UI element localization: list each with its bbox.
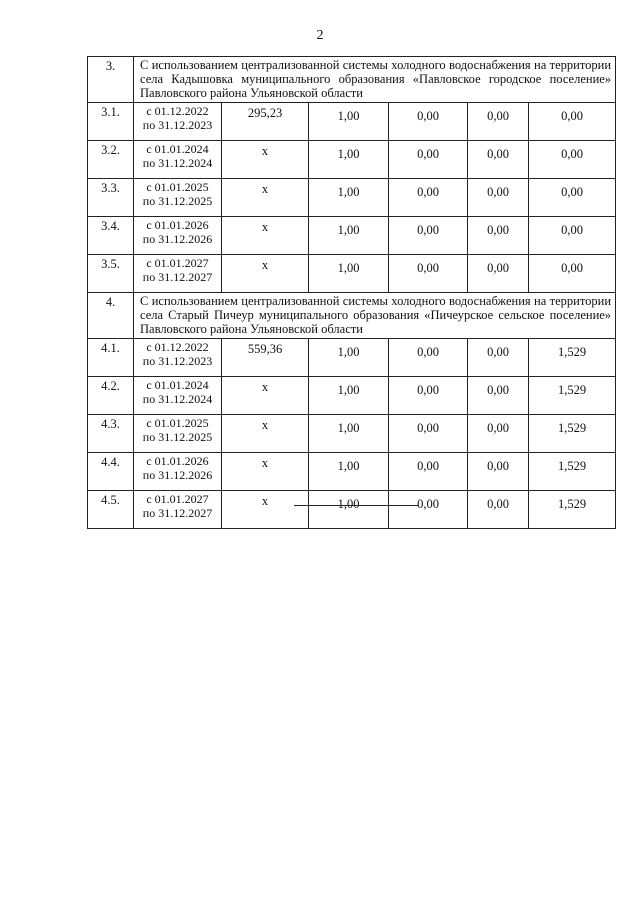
value-cell-2: 1,00 bbox=[309, 255, 389, 293]
table-row bbox=[88, 491, 616, 529]
table-row bbox=[88, 377, 616, 415]
value-cell-5: 1,529 bbox=[529, 453, 616, 491]
period-cell bbox=[134, 179, 222, 217]
value-cell-5: 1,529 bbox=[529, 339, 616, 377]
value-cell-3: 0,00 bbox=[389, 255, 468, 293]
value-cell-1: х bbox=[222, 179, 309, 217]
page-number: 2 bbox=[316, 28, 324, 43]
value-cell-1: х bbox=[222, 255, 309, 293]
value-cell-5: 0,00 bbox=[529, 141, 616, 179]
row-number: 4.1. bbox=[88, 339, 134, 377]
period-cell bbox=[134, 217, 222, 255]
value-cell-3: 0,00 bbox=[389, 217, 468, 255]
period-cell bbox=[134, 491, 222, 529]
section-heading-row bbox=[88, 293, 616, 339]
value-cell-1: х bbox=[222, 377, 309, 415]
period-to: по 31.12.2023 bbox=[142, 118, 213, 132]
row-number: 3.3. bbox=[88, 179, 134, 217]
tariff-table bbox=[87, 56, 616, 529]
value-cell-3: 0,00 bbox=[389, 491, 468, 529]
value-cell-4: 0,00 bbox=[468, 217, 529, 255]
section-number: 4. bbox=[88, 293, 134, 339]
value-cell-3: 0,00 bbox=[389, 103, 468, 141]
period-from: с 01.01.2024 bbox=[146, 378, 209, 392]
value-cell-4: 0,00 bbox=[468, 377, 529, 415]
value-cell-4: 0,00 bbox=[468, 103, 529, 141]
row-number: 3.5. bbox=[88, 255, 134, 293]
value-cell-1: х bbox=[222, 453, 309, 491]
table-row bbox=[88, 217, 616, 255]
value-cell-5: 1,529 bbox=[529, 491, 616, 529]
period-from: с 01.12.2022 bbox=[146, 104, 209, 118]
value-cell-2: 1,00 bbox=[309, 339, 389, 377]
period-cell bbox=[134, 377, 222, 415]
row-number: 4.2. bbox=[88, 377, 134, 415]
period-cell bbox=[134, 453, 222, 491]
period-to: по 31.12.2026 bbox=[142, 468, 213, 482]
period-from: с 01.01.2027 bbox=[146, 256, 209, 270]
value-cell-1: х bbox=[222, 491, 309, 529]
value-cell-4: 0,00 bbox=[468, 179, 529, 217]
value-cell-3: 0,00 bbox=[389, 453, 468, 491]
value-cell-5: 0,00 bbox=[529, 103, 616, 141]
section-heading: С использованием централизованной системы холодного водоснабжения на территории села Кадышовка муниципального образования «Павловское городское поселение» Павловского района Ульяновской области bbox=[134, 57, 616, 103]
value-cell-2: 1,00 bbox=[309, 141, 389, 179]
value-cell-5: 0,00 bbox=[529, 217, 616, 255]
value-cell-3: 0,00 bbox=[389, 377, 468, 415]
value-cell-4: 0,00 bbox=[468, 453, 529, 491]
value-cell-5: 1,529 bbox=[529, 377, 616, 415]
table-row bbox=[88, 339, 616, 377]
value-cell-1: х bbox=[222, 217, 309, 255]
value-cell-4: 0,00 bbox=[468, 339, 529, 377]
period-to: по 31.12.2024 bbox=[142, 392, 213, 406]
value-cell-2: 1,00 bbox=[309, 179, 389, 217]
period-to: по 31.12.2027 bbox=[142, 506, 213, 520]
value-cell-4: 0,00 bbox=[468, 415, 529, 453]
period-from: с 01.01.2027 bbox=[146, 492, 209, 506]
value-cell-4: 0,00 bbox=[468, 141, 529, 179]
period-to: по 31.12.2027 bbox=[142, 270, 213, 284]
table-row bbox=[88, 453, 616, 491]
value-cell-5: 0,00 bbox=[529, 179, 616, 217]
value-cell-5: 0,00 bbox=[529, 255, 616, 293]
period-cell bbox=[134, 415, 222, 453]
value-cell-1: х bbox=[222, 415, 309, 453]
period-to: по 31.12.2025 bbox=[142, 194, 213, 208]
value-cell-2: 1,00 bbox=[309, 491, 389, 529]
table-row bbox=[88, 415, 616, 453]
value-cell-3: 0,00 bbox=[389, 415, 468, 453]
row-number: 3.2. bbox=[88, 141, 134, 179]
value-cell-3: 0,00 bbox=[389, 339, 468, 377]
value-cell-1: х bbox=[222, 141, 309, 179]
value-cell-2: 1,00 bbox=[309, 453, 389, 491]
value-cell-2: 1,00 bbox=[309, 377, 389, 415]
period-from: с 01.01.2025 bbox=[146, 180, 209, 194]
row-number: 4.5. bbox=[88, 491, 134, 529]
period-to: по 31.12.2023 bbox=[142, 354, 213, 368]
section-number: 3. bbox=[88, 57, 134, 103]
row-number: 4.4. bbox=[88, 453, 134, 491]
period-cell bbox=[134, 255, 222, 293]
period-from: с 01.01.2025 bbox=[146, 416, 209, 430]
value-cell-3: 0,00 bbox=[389, 141, 468, 179]
row-number: 4.3. bbox=[88, 415, 134, 453]
value-cell-1: 295,23 bbox=[222, 103, 309, 141]
table-row bbox=[88, 255, 616, 293]
value-cell-4: 0,00 bbox=[468, 491, 529, 529]
period-cell bbox=[134, 103, 222, 141]
table-row bbox=[88, 103, 616, 141]
period-from: с 01.01.2026 bbox=[146, 454, 209, 468]
value-cell-3: 0,00 bbox=[389, 179, 468, 217]
table-row bbox=[88, 179, 616, 217]
end-rule bbox=[294, 505, 418, 506]
period-from: с 01.01.2024 bbox=[146, 142, 209, 156]
value-cell-2: 1,00 bbox=[309, 103, 389, 141]
section-heading: С использованием централизованной системы холодного водоснабжения на территории села Старый Пичеур муниципального образования «Пичеурское сельское поселение» Павловского района Ульяновской области bbox=[134, 293, 616, 339]
value-cell-2: 1,00 bbox=[309, 217, 389, 255]
section-heading-row bbox=[88, 57, 616, 103]
period-cell bbox=[134, 339, 222, 377]
value-cell-2: 1,00 bbox=[309, 415, 389, 453]
row-number: 3.4. bbox=[88, 217, 134, 255]
value-cell-5: 1,529 bbox=[529, 415, 616, 453]
period-to: по 31.12.2024 bbox=[142, 156, 213, 170]
value-cell-1: 559,36 bbox=[222, 339, 309, 377]
row-number: 3.1. bbox=[88, 103, 134, 141]
period-to: по 31.12.2026 bbox=[142, 232, 213, 246]
table-row bbox=[88, 141, 616, 179]
period-to: по 31.12.2025 bbox=[142, 430, 213, 444]
period-from: с 01.12.2022 bbox=[146, 340, 209, 354]
value-cell-4: 0,00 bbox=[468, 255, 529, 293]
period-cell bbox=[134, 141, 222, 179]
period-from: с 01.01.2026 bbox=[146, 218, 209, 232]
